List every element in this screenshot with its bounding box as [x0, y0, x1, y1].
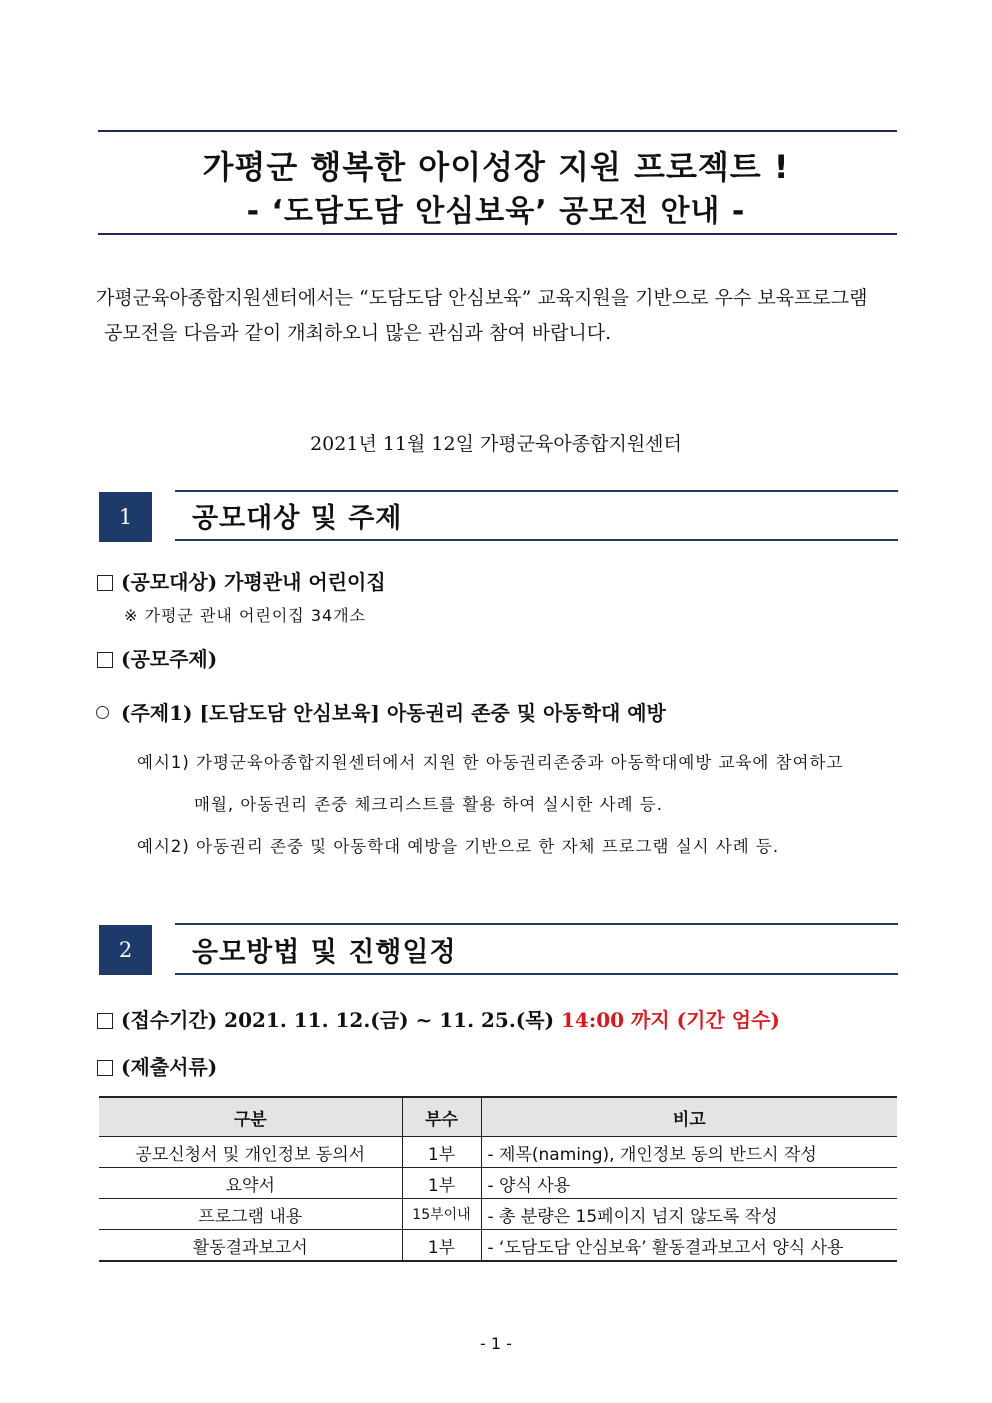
circle-bullet-icon — [96, 706, 109, 719]
section1-title: 공모대상 및 주제 — [192, 503, 403, 534]
page-number: - 1 - — [480, 1334, 512, 1353]
issue-date: 2021년 11월 12일 가평군육아종합지원센터 — [310, 433, 682, 455]
intro-line-1: 가평군육아종합지원센터에서는 “도담도담 안심보육” 교육지원을 기반으로 우수 보육프로그램 — [96, 287, 868, 309]
documents-item — [97, 1051, 217, 1080]
checkbox-square-icon — [97, 1013, 113, 1029]
period-item — [97, 1004, 780, 1033]
section1-bottom-rule — [175, 539, 898, 541]
table-cell: 프로그램 내용 — [99, 1199, 402, 1230]
example2-line: 예시2) 아동권리 존중 및 아동학대 예방을 기반으로 한 자체 프로그램 실시 사례 등. — [137, 837, 780, 856]
table-header-cell: 비고 — [481, 1097, 897, 1137]
table-row — [99, 1137, 897, 1168]
table-cell: 활동결과보고서 — [99, 1230, 402, 1262]
example1-line-2: 매월, 아동권리 존중 체크리스트를 활용 하여 실시한 사례 등. — [194, 795, 663, 814]
target-text: (공모대상) 가평관내 어린이집 — [121, 570, 386, 594]
period-text: (접수기간) 2021. 11. 12.(금) ~ 11. 25.(목) — [121, 1008, 562, 1032]
checkbox-square-icon — [97, 652, 113, 668]
page-subtitle: - ‘도담도담 안심보육’ 공모전 안내 - — [246, 194, 746, 229]
table-header-cell: 부수 — [402, 1097, 481, 1137]
documents-table — [99, 1096, 897, 1262]
theme1-item — [96, 697, 666, 726]
table-row — [99, 1168, 897, 1199]
table-cell: 1부 — [402, 1230, 481, 1262]
table-header-row — [99, 1097, 897, 1137]
header-bottom-rule — [98, 233, 897, 235]
table-cell: - 제목(naming), 개인정보 동의 반드시 작성 — [481, 1137, 897, 1168]
checkbox-square-icon — [97, 575, 113, 591]
target-item — [97, 566, 386, 595]
checkbox-square-icon — [97, 1060, 113, 1076]
section2-title: 응모방법 및 진행일정 — [192, 937, 457, 968]
table-cell: 1부 — [402, 1168, 481, 1199]
section2-number-badge: 2 — [99, 925, 152, 975]
theme1-text: (주제1) [도담도담 안심보육] 아동권리 존중 및 아동학대 예방 — [121, 701, 666, 725]
table-cell: 요약서 — [99, 1168, 402, 1199]
table-header-cell: 구분 — [99, 1097, 402, 1137]
example1-line-1: 예시1) 가평군육아종합지원센터에서 지원 한 아동권리존중과 아동학대예방 교육에 참여하고 — [137, 753, 844, 772]
section2-top-rule — [175, 923, 898, 925]
table-cell: - 양식 사용 — [481, 1168, 897, 1199]
intro-line-2: 공모전을 다음과 같이 개최하오니 많은 관심과 참여 바랍니다. — [104, 322, 612, 344]
period-deadline: 14:00 까지 (기간 엄수) — [561, 1008, 780, 1032]
subject-label: (공모주제) — [121, 647, 218, 671]
table-row — [99, 1199, 897, 1230]
table-row — [99, 1230, 897, 1262]
section1-number-badge: 1 — [99, 492, 152, 542]
table-cell: 15부이내 — [402, 1199, 481, 1230]
subject-item — [97, 643, 217, 672]
table-cell: - 총 분량은 15페이지 넘지 않도록 작성 — [481, 1199, 897, 1230]
page-title: 가평군 행복한 아이성장 지원 프로젝트 ! — [202, 148, 790, 186]
section2-bottom-rule — [175, 973, 898, 975]
table-cell: 공모신청서 및 개인정보 동의서 — [99, 1137, 402, 1168]
table-cell: 1부 — [402, 1137, 481, 1168]
table-cell: - ‘도담도담 안심보육’ 활동결과보고서 양식 사용 — [481, 1230, 897, 1262]
header-top-rule — [98, 130, 897, 132]
section1-top-rule — [175, 490, 898, 492]
documents-label: (제출서류) — [121, 1055, 218, 1079]
target-note: ※ 가평군 관내 어린이집 34개소 — [124, 606, 367, 625]
